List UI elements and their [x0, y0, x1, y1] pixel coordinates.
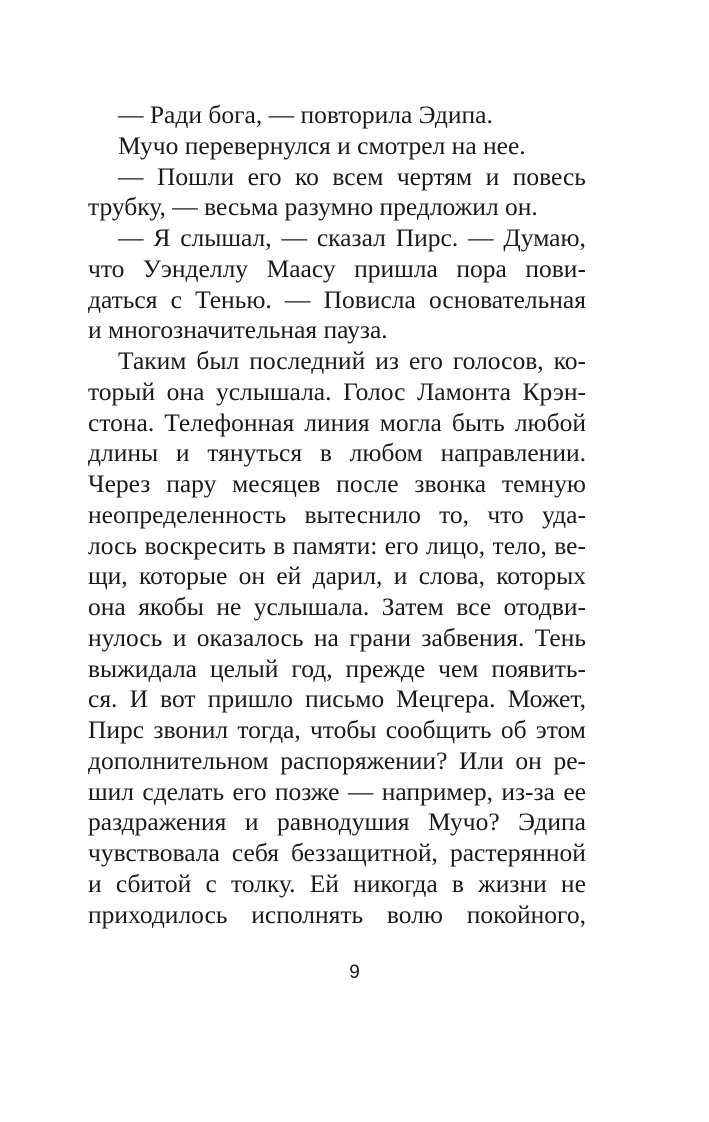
text-word: в: [319, 438, 332, 468]
text-word: об: [500, 715, 527, 744]
text-word: Крэн-: [522, 376, 586, 406]
text-word: и: [393, 561, 408, 591]
text-word: ко: [295, 161, 319, 191]
text-word: этом: [535, 715, 586, 744]
text-line: [88, 838, 586, 869]
text-word: и: [88, 868, 102, 898]
text-line: и многозначительная пауза.: [88, 315, 388, 345]
text-word: —: [347, 776, 374, 806]
text-line: [88, 900, 586, 931]
text-line: [88, 684, 586, 715]
text-word: себя: [231, 838, 279, 867]
text-word: услышала.: [253, 592, 370, 621]
text-line: [88, 715, 586, 746]
text-word: оказалось: [196, 622, 304, 652]
text-word: раздражения: [88, 807, 227, 837]
text-word: тело,: [492, 530, 547, 560]
text-word: Тенью.: [195, 284, 272, 314]
text-word: пришла: [354, 253, 438, 283]
page-number: 9: [349, 962, 360, 983]
text-line: [88, 777, 586, 808]
text-word: пару: [166, 469, 217, 498]
text-word: ре-: [553, 745, 586, 775]
text-word: —: [468, 223, 494, 252]
text-word: позже: [274, 776, 340, 806]
text-word: все: [456, 592, 492, 621]
text-word: после: [336, 469, 399, 498]
text-word: Таким: [118, 346, 187, 375]
text-line: [88, 807, 586, 838]
text-word: волю: [386, 899, 443, 929]
text-word: уда-: [542, 499, 586, 529]
text-word: нулось: [88, 622, 163, 652]
text-line: трубку, — весьма разумно предложил он.: [88, 192, 538, 222]
text-word: лицо,: [426, 530, 486, 560]
text-word: Ламонта: [417, 376, 511, 406]
text-line: [88, 746, 586, 777]
text-word: из-за: [501, 776, 555, 806]
text-word: чем: [438, 653, 479, 683]
text-word: пови-: [525, 253, 586, 283]
text-line: Мучо перевернулся и смотрел на нее.: [118, 130, 526, 160]
text-word: —: [118, 161, 144, 191]
text-word: стона.: [88, 407, 155, 437]
text-line: [88, 254, 586, 285]
text-line: [88, 561, 586, 592]
text-word: не: [560, 868, 586, 898]
text-word: тогда,: [237, 715, 301, 744]
text-word: что: [88, 253, 125, 283]
text-line: [88, 654, 586, 685]
body-text: [88, 100, 586, 930]
text-line: [88, 408, 586, 439]
text-word: Уэнделлу: [142, 253, 249, 283]
text-word: направлении.: [440, 438, 586, 468]
text-word: и: [172, 622, 187, 652]
text-word: с: [205, 868, 217, 898]
text-word: она: [88, 592, 126, 621]
text-word: дополнительном: [88, 745, 269, 775]
text-line: [88, 377, 586, 408]
text-word: чувствовала: [88, 838, 220, 867]
text-word: он: [238, 561, 266, 591]
text-word: услышала.: [215, 376, 332, 406]
text-word: из: [375, 346, 399, 375]
text-line: [118, 162, 586, 193]
text-word: любой: [514, 407, 586, 437]
text-word: дарил,: [312, 561, 383, 591]
text-word: сбитой: [115, 868, 192, 898]
text-line: [118, 223, 586, 254]
text-word: Пирс: [88, 715, 145, 744]
text-word: линия: [304, 407, 370, 437]
text-word: могла: [379, 407, 442, 437]
text-word: был: [196, 346, 240, 375]
text-word: покойного,: [466, 899, 586, 929]
text-word: быть: [451, 407, 505, 437]
text-word: Голос: [343, 376, 406, 406]
text-word: звонка: [414, 469, 487, 498]
text-line: [88, 500, 586, 531]
text-word: например,: [381, 776, 493, 806]
text-word: год,: [291, 653, 333, 683]
text-line: [88, 531, 586, 562]
text-word: толку.: [230, 868, 296, 898]
text-word: И: [129, 684, 148, 714]
text-word: Через: [88, 469, 151, 498]
text-word: растерянной: [449, 838, 586, 867]
text-line: — Ради бога, — повторила Эдипа.: [118, 100, 493, 129]
text-word: ся.: [88, 684, 118, 714]
text-word: никогда: [353, 868, 438, 898]
text-word: распоряжении?: [280, 745, 448, 775]
text-word: воскресить: [144, 530, 266, 560]
text-word: Ей: [309, 868, 339, 898]
text-word: Повисла: [323, 284, 416, 314]
text-line: [88, 469, 586, 500]
text-word: письмо: [305, 684, 385, 714]
text-word: основательная: [428, 284, 586, 314]
text-word: шил: [88, 776, 135, 806]
text-word: ей: [276, 561, 302, 591]
text-word: Пошли: [156, 161, 235, 191]
text-word: исполнять: [251, 899, 364, 929]
text-word: она: [166, 376, 205, 406]
text-word: и: [244, 807, 259, 837]
text-word: любом: [349, 438, 423, 468]
text-word: то,: [439, 499, 470, 529]
text-word: ко-: [553, 346, 586, 375]
text-word: с: [170, 284, 182, 314]
text-word: не: [216, 592, 242, 621]
text-word: целый: [209, 653, 279, 683]
text-word: вытеснило: [304, 499, 421, 529]
text-word: —: [281, 223, 308, 252]
text-word: сделать: [142, 776, 225, 806]
text-word: Пирс.: [395, 223, 459, 252]
text-word: повесь: [512, 161, 586, 191]
text-word: Может,: [507, 684, 586, 714]
text-word: сказал: [316, 223, 386, 252]
text-word: торый: [88, 376, 156, 406]
text-line: [88, 285, 586, 316]
text-word: всем: [332, 161, 384, 191]
text-word: последний: [249, 346, 366, 375]
text-word: появить-: [491, 653, 586, 683]
text-word: пора: [456, 253, 507, 283]
text-line: [88, 438, 586, 469]
text-word: отодви-: [503, 592, 586, 621]
text-word: тянуться: [207, 438, 303, 468]
text-word: его: [247, 161, 282, 191]
text-word: которых: [496, 561, 586, 591]
text-word: Тень: [534, 622, 586, 652]
text-word: ее: [563, 776, 586, 806]
text-word: Думаю,: [503, 223, 586, 252]
text-word: длины: [88, 438, 159, 468]
text-word: якобы: [138, 592, 204, 621]
text-word: сообщить: [385, 715, 492, 744]
text-word: что: [487, 499, 524, 529]
text-word: которые: [139, 561, 228, 591]
text-word: вот: [160, 684, 196, 714]
text-word: в: [273, 530, 286, 560]
text-word: Мецгера.: [396, 684, 496, 714]
text-word: Телефонная: [164, 407, 295, 437]
text-word: Затем: [381, 592, 444, 621]
text-word: слова,: [418, 561, 485, 591]
text-word: жизни: [478, 868, 547, 898]
text-word: ве-: [554, 530, 586, 560]
text-word: беззащитной,: [290, 838, 438, 867]
text-word: в: [451, 868, 464, 898]
text-word: щи,: [88, 561, 128, 591]
text-word: прежде: [345, 653, 426, 683]
text-word: лось: [88, 530, 138, 560]
text-word: темную: [501, 469, 586, 498]
text-word: приходилось: [88, 899, 228, 929]
text-word: Эдипа: [518, 807, 586, 837]
text-word: —: [118, 223, 144, 252]
text-word: его: [232, 776, 267, 806]
text-word: чтобы: [309, 715, 377, 744]
text-word: выжидала: [88, 653, 197, 683]
text-line: [88, 869, 586, 900]
text-word: слышал,: [180, 223, 272, 252]
text-line: [118, 346, 586, 377]
text-word: Маасу: [266, 253, 336, 283]
text-word: грани: [349, 622, 412, 652]
text-word: даться: [88, 284, 158, 314]
text-word: забвения.: [421, 622, 525, 652]
text-word: неопределенность: [88, 499, 287, 529]
text-word: его: [408, 346, 443, 375]
text-line: [88, 623, 586, 654]
text-word: месяцев: [232, 469, 321, 498]
text-word: и: [485, 161, 500, 191]
text-word: звонил: [153, 715, 229, 744]
text-word: на: [313, 622, 339, 652]
text-word: Я: [153, 223, 171, 252]
text-word: чертям: [396, 161, 473, 191]
text-word: —: [284, 284, 311, 314]
text-word: Мучо?: [427, 807, 500, 837]
text-word: пришло: [207, 684, 293, 714]
text-line: [88, 592, 586, 623]
text-word: он: [515, 745, 542, 775]
text-word: голосов,: [452, 346, 544, 375]
text-word: Или: [459, 745, 504, 775]
text-word: памяти:: [292, 530, 378, 560]
text-word: равнодушия: [276, 807, 410, 837]
text-word: его: [384, 530, 419, 560]
text-word: и: [175, 438, 190, 468]
